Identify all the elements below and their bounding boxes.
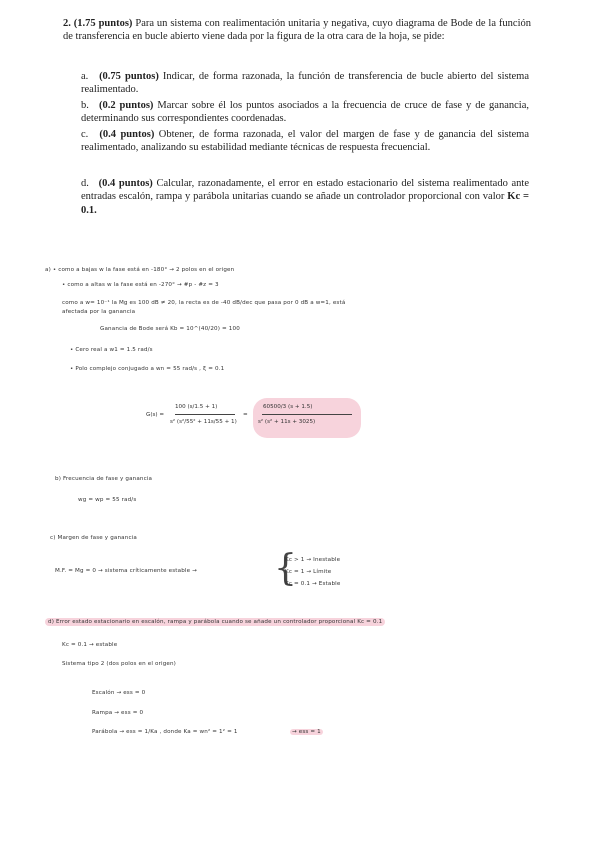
answer-a-line4: afectada por la ganancia: [62, 309, 136, 315]
answer-b-line: wg = wp = 55 rad/s: [78, 497, 137, 503]
answer-c-case2: Kc = 1 → Límite: [285, 569, 332, 575]
answer-c-line: M.F. = Mg = 0 → sistema críticamente estable →: [55, 568, 197, 574]
tf-numerator-2: 60500/3 (s + 1.5): [263, 404, 313, 410]
item-c: [81, 128, 529, 155]
item-text: Obtener, de forma razonada, el valor del margen de fase y de ganancia del sistema realimentado, analizando su estabilidad mediante técnicas de respuesta frecuencial.: [81, 129, 529, 154]
tf-numerator-1: 100 (s/1.5 + 1): [175, 404, 218, 410]
item-label: d.: [81, 178, 89, 189]
tf-denominator-1: s² (s²/55² + 11s/55 + 1): [170, 419, 237, 425]
item-label: c.: [81, 129, 89, 140]
item-text: Indicar, de forma razonada, la función de transferencia de bucle abierto del sistema realimentado.: [81, 71, 529, 96]
answer-d-step: Escalón → ess = 0: [92, 690, 146, 696]
tf-denominator-2: s² (s² + 11s + 3025): [258, 419, 316, 425]
item-points: (0.75 puntos): [99, 71, 159, 82]
answer-a-line1: a) • como a bajas w la fase está en -180° → 2 polos en el origen: [45, 267, 235, 273]
question-points: (1.75 puntos): [73, 18, 133, 29]
answer-b-title: b) Frecuencia de fase y ganancia: [55, 476, 153, 482]
item-d: [81, 177, 529, 217]
tf-fraction-bar-2: [262, 414, 352, 415]
item-points: (0.2 puntos): [98, 100, 154, 111]
answer-d-line1: Kc = 0.1 → estable: [62, 642, 118, 648]
item-a: [81, 70, 529, 97]
answer-a-line6: • Cero real a w1 = 1.5 rad/s: [70, 347, 153, 353]
item-text: Calcular, razonadamente, el error en estado estacionario del sistema realimentado ante entradas escalón, rampa y parábola unitarias cuando se añade un controlador proporcional con valor: [81, 178, 529, 203]
item-points: (0.4 puntos): [98, 178, 153, 189]
answer-d-line2: Sistema tipo 2 (dos polos en el origen): [62, 661, 177, 667]
item-tail: Kc = 0.1.: [81, 191, 530, 216]
question-statement: [63, 17, 531, 44]
answer-c-case1: Kc > 1 → Inestable: [285, 557, 341, 563]
answer-d-ramp: Rampa → ess = 0: [92, 710, 144, 716]
tf-equals: =: [243, 412, 248, 418]
parabola-result-highlight: → ess = 1: [292, 729, 321, 735]
item-label: a.: [81, 71, 89, 82]
tf-fraction-bar-1: [175, 414, 235, 415]
item-b: [81, 99, 529, 126]
question-text: Para un sistema con realimentación unitaria y negativa, cuyo diagrama de Bode de la función de transferencia en bucle abierto viene dada por la figura de la otra cara de la hoja, se pide:: [63, 18, 531, 43]
item-text: Marcar sobre él los puntos asociados a la frecuencia de cruce de fase y de ganancia, determinando sus correspondientes coordenadas.: [81, 100, 529, 125]
tf-lhs: G(s) =: [146, 412, 165, 418]
answer-a-line7: • Polo complejo conjugado a wn = 55 rad/s , ξ = 0.1: [70, 366, 225, 372]
answer-a-line5: Ganancia de Bode será Kb = 10^(40/20) = 100: [100, 326, 240, 332]
answer-d-parabola: Parábola → ess = 1/Ka , donde Ka = wn² = 1² = 1: [92, 729, 238, 735]
answer-d-parabola-result: [290, 729, 323, 735]
answer-d-title: d) Error estado estacionario en escalón, rampa y parábola cuando se añade un controlador proporcional Kc = 0.1: [45, 618, 385, 626]
c-brace-icon: {: [274, 548, 297, 589]
answer-a-line3: como a w= 10⁻¹ la Mg es 100 dB ≠ 20, la recta es de -40 dB/dec que pasa por 0 dB a w=1, está: [62, 300, 346, 306]
answer-c-case3: Kc = 0.1 → Estable: [285, 581, 341, 587]
question-number: 2.: [63, 18, 71, 29]
answer-c-title: c) Margen de fase y ganancia: [50, 535, 137, 541]
answer-a-line2: • como a altas w la fase está en -270° → #p - #z = 3: [62, 282, 219, 288]
item-points: (0.4 puntos): [99, 129, 155, 140]
item-label: b.: [81, 100, 89, 111]
